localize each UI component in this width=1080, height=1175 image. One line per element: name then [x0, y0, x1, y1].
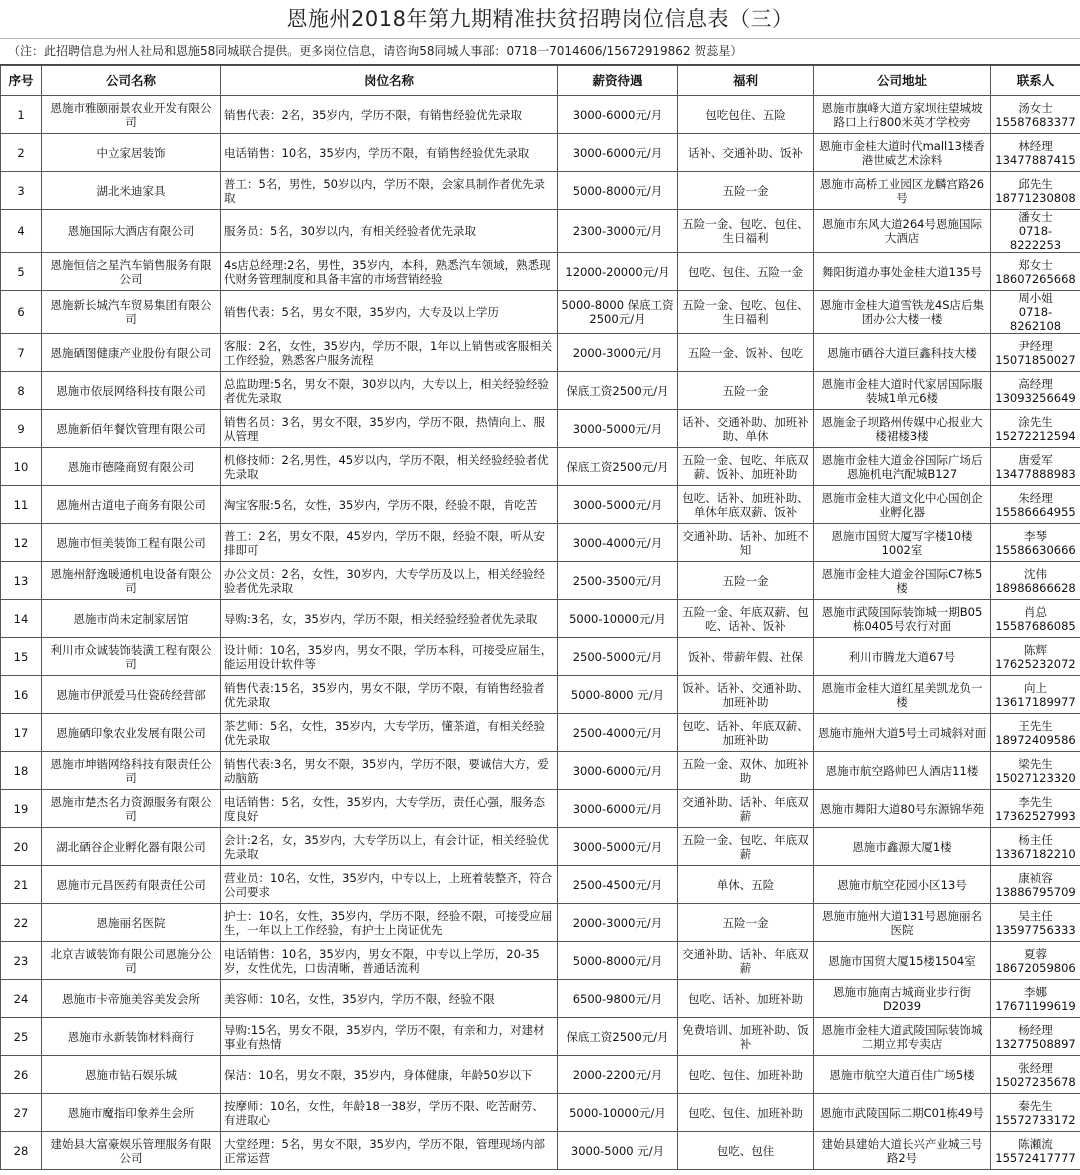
cell-contact — [991, 372, 1080, 410]
contact-phone: 0718-8262108 — [1009, 305, 1062, 333]
cell-company: 恩施市魔指印象养生会所 — [42, 1094, 221, 1132]
cell-position: 大堂经理：5名，男女不限，35岁内，学历不限，管理现场内部正常运营 — [221, 1132, 558, 1170]
cell-company: 湖北硒谷企业孵化器有限公司 — [42, 828, 221, 866]
contact-phone: 15586664955 — [995, 504, 1076, 519]
header-welfare: 福利 — [678, 66, 814, 96]
cell-address: 恩施市施南古城商业步行街D2039 — [814, 980, 991, 1018]
cell-contact — [991, 172, 1080, 210]
cell-position: 销售代表：2名，35岁内，学历不限，有销售经验优先录取 — [221, 96, 558, 134]
table-row — [1, 291, 1080, 334]
cell-no: 5 — [1, 253, 42, 291]
table-row — [1, 210, 1080, 253]
cell-no: 24 — [1, 980, 42, 1018]
cell-welfare: 五险一金、包吃、包住、生日福利 — [678, 291, 814, 334]
header-company: 公司名称 — [42, 66, 221, 96]
contact-phone: 18972409586 — [995, 732, 1076, 747]
cell-no: 13 — [1, 562, 42, 600]
table-row — [1, 1094, 1080, 1132]
contact-phone: 13093256649 — [995, 390, 1076, 405]
cell-position: 会计:2名，女，35岁内，大专学历以上，有会计证，相关经验优先录取 — [221, 828, 558, 866]
cell-address: 舞阳街道办事处金桂大道135号 — [814, 253, 991, 291]
cell-address: 恩施市航空大道百佳广场5楼 — [814, 1056, 991, 1094]
cell-welfare: 五险一金 — [678, 372, 814, 410]
contact-phone: 13277508897 — [995, 1036, 1076, 1051]
header-salary: 薪资待遇 — [558, 66, 678, 96]
cell-position: 机修技师：2名,男性，45岁以内，学历不限，相关经验经验者优先录取 — [221, 448, 558, 486]
header-address: 公司地址 — [814, 66, 991, 96]
contact-name: 向上 — [1024, 680, 1047, 695]
contact-name: 朱经理 — [1018, 490, 1053, 505]
cell-position: 护士：10名，女性，35岁内，学历不限，经验不限，可接受应届生，一年以上工作经验，有护士上岗证优先 — [221, 904, 558, 942]
cell-salary: 3000-5000元/月 — [558, 410, 678, 448]
contact-name: 王先生 — [1018, 718, 1053, 733]
cell-address: 恩施市金桂大道金谷国际C7栋5楼 — [814, 562, 991, 600]
table-row — [1, 714, 1080, 752]
cell-contact — [991, 638, 1080, 676]
contact-phone: 17671199619 — [995, 998, 1076, 1013]
cell-no: 7 — [1, 334, 42, 372]
cell-welfare: 五险一金、年底双薪、包吃、话补、饭补 — [678, 600, 814, 638]
cell-company: 恩施新长城汽车贸易集团有限公司 — [42, 291, 221, 334]
cell-position: 保洁：10名，男女不限，35岁内，身体健康，年龄50岁以下 — [221, 1056, 558, 1094]
cell-no: 14 — [1, 600, 42, 638]
cell-position: 电话销售：10名，35岁内，学历不限，有销售经验优先录取 — [221, 134, 558, 172]
contact-name: 林经理 — [1018, 138, 1053, 153]
cell-no: 25 — [1, 1018, 42, 1056]
cell-no: 10 — [1, 448, 42, 486]
cell-salary: 3000-6000元/月 — [558, 96, 678, 134]
cell-salary: 2500-4000元/月 — [558, 714, 678, 752]
contact-phone: 15272212594 — [995, 428, 1076, 443]
contact-name: 高经理 — [1018, 376, 1053, 391]
cell-address: 建始县建始大道长兴产业城三号路2号 — [814, 1132, 991, 1170]
table-row — [1, 253, 1080, 291]
header-no: 序号 — [1, 66, 42, 96]
table-row — [1, 96, 1080, 134]
cell-no: 21 — [1, 866, 42, 904]
cell-welfare: 包吃、包住 — [678, 1132, 814, 1170]
cell-no: 23 — [1, 942, 42, 980]
cell-contact — [991, 790, 1080, 828]
cell-position: 淘宝客服:5名，女性，35岁内，学历不限，经验不限，肯吃苦 — [221, 486, 558, 524]
cell-salary: 6500-9800元/月 — [558, 980, 678, 1018]
table-row — [1, 334, 1080, 372]
cell-welfare: 交通补助、话补、年底双薪 — [678, 942, 814, 980]
cell-contact — [991, 524, 1080, 562]
cell-contact — [991, 676, 1080, 714]
cell-contact — [991, 410, 1080, 448]
contact-phone: 15572733172 — [995, 1112, 1076, 1127]
cell-salary: 保底工资2500元/月 — [558, 372, 678, 410]
cell-welfare: 五险一金、包吃、包住、生日福利 — [678, 210, 814, 253]
cell-position: 客服：2名，女性，35岁内，学历不限，1年以上销售或客服相关工作经验，熟悉客户服务流程 — [221, 334, 558, 372]
cell-no: 18 — [1, 752, 42, 790]
cell-no: 8 — [1, 372, 42, 410]
page-title: 恩施州2018年第九期精准扶贫招聘岗位信息表（三） — [0, 0, 1080, 39]
contact-name: 唐爱军 — [1018, 452, 1053, 467]
cell-no: 1 — [1, 96, 42, 134]
contact-phone: 15027123320 — [995, 770, 1076, 785]
cell-no: 26 — [1, 1056, 42, 1094]
table-body — [1, 96, 1080, 1170]
cell-salary: 2000-3000元/月 — [558, 334, 678, 372]
cell-position: 按摩师：10名，女性，年龄18一38岁，学历不限、吃苦耐劳、有进取心 — [221, 1094, 558, 1132]
cell-contact — [991, 1056, 1080, 1094]
cell-no: 6 — [1, 291, 42, 334]
cell-welfare: 包吃包住、五险 — [678, 96, 814, 134]
cell-contact — [991, 96, 1080, 134]
cell-position: 普工：5名，男性，50岁以内，学历不限，会家具制作者优先录取 — [221, 172, 558, 210]
cell-position: 服务员：5名，30岁以内，有相关经验者优先录取 — [221, 210, 558, 253]
contact-name: 涂先生 — [1018, 414, 1053, 429]
cell-welfare: 包吃、话补、加班补助、单休年底双薪、饭补 — [678, 486, 814, 524]
cell-contact — [991, 291, 1080, 334]
contact-phone: 13477888983 — [995, 466, 1076, 481]
cell-address: 恩施市硒谷大道巨鑫科技大楼 — [814, 334, 991, 372]
cell-salary: 5000-8000元/月 — [558, 942, 678, 980]
cell-address: 恩施市施州大道5号土司城斜对面 — [814, 714, 991, 752]
cell-company: 恩施硒图健康产业股份有限公司 — [42, 334, 221, 372]
table-row — [1, 1018, 1080, 1056]
contact-phone: 18672059806 — [995, 960, 1076, 975]
cell-welfare: 交通补助、话补、加班不知 — [678, 524, 814, 562]
table-row — [1, 866, 1080, 904]
cell-address: 恩施市航空路帅巴人酒店11楼 — [814, 752, 991, 790]
cell-position: 普工：2名，男女不限，45岁内，学历不限，经验不限，听从安排即可 — [221, 524, 558, 562]
cell-position: 导购:15名，男女不限，35岁内，学历不限，有亲和力，对建材事业有热情 — [221, 1018, 558, 1056]
contact-phone: 15572417777 — [995, 1150, 1076, 1165]
cell-welfare: 五险一金、双休、加班补助 — [678, 752, 814, 790]
cell-contact — [991, 562, 1080, 600]
cell-no: 22 — [1, 904, 42, 942]
cell-address: 恩施市施州大道131号恩施丽名医院 — [814, 904, 991, 942]
table-row — [1, 524, 1080, 562]
cell-salary: 2500-4500元/月 — [558, 866, 678, 904]
cell-welfare: 免费培训、加班补助、饭补 — [678, 1018, 814, 1056]
cell-salary: 2500-5000元/月 — [558, 638, 678, 676]
contact-name: 郑女士 — [1018, 257, 1053, 272]
cell-address: 恩施市金桂大道时代家居国际服装城1单元6楼 — [814, 372, 991, 410]
contact-phone: 18607265668 — [995, 271, 1076, 286]
cell-welfare: 五险一金 — [678, 172, 814, 210]
contact-phone: 15027235678 — [995, 1074, 1076, 1089]
cell-no: 28 — [1, 1132, 42, 1170]
cell-contact — [991, 1132, 1080, 1170]
cell-no: 17 — [1, 714, 42, 752]
cell-position: 电话销售：5名，女性，35岁内，大专学历，责任心强，服务态度良好 — [221, 790, 558, 828]
cell-company: 建始县大富豪娱乐管理服务有限公司 — [42, 1132, 221, 1170]
cell-contact — [991, 1094, 1080, 1132]
table-row — [1, 134, 1080, 172]
cell-company: 恩施市元昌医药有限责任公司 — [42, 866, 221, 904]
cell-company: 恩施市坤锴网络科技有限责任公司 — [42, 752, 221, 790]
contact-name: 邱先生 — [1018, 176, 1053, 191]
cell-no: 3 — [1, 172, 42, 210]
cell-address: 恩施市国贸大厦15楼1504室 — [814, 942, 991, 980]
cell-contact — [991, 600, 1080, 638]
contact-name: 尹经理 — [1018, 338, 1053, 353]
cell-address: 恩施市鑫源大厦1楼 — [814, 828, 991, 866]
table-row — [1, 942, 1080, 980]
cell-position: 电话销售：10名，35岁内，男女不限，中专以上学历，20-35岁，女性优先，口齿清晰，普通话流利 — [221, 942, 558, 980]
cell-company: 恩施国际大酒店有限公司 — [42, 210, 221, 253]
cell-address: 恩施市旗峰大道方家坝往望城坡路口上行800米英才学校旁 — [814, 96, 991, 134]
cell-company: 恩施市尚未定制家居馆 — [42, 600, 221, 638]
contact-name: 沈伟 — [1024, 566, 1047, 581]
cell-address: 恩施市金桂大道时代mall13楼香港世威艺术涂料 — [814, 134, 991, 172]
table-row — [1, 638, 1080, 676]
contact-name: 康祯容 — [1018, 870, 1053, 885]
cell-address: 恩施市高桥工业园区龙麟宫路26号 — [814, 172, 991, 210]
cell-no: 9 — [1, 410, 42, 448]
cell-address: 恩施市舞阳大道80号东源锦华苑 — [814, 790, 991, 828]
cell-welfare: 话补、交通补助、饭补 — [678, 134, 814, 172]
cell-address: 恩施市金桂大道金谷国际广场后恩施机电汽配城B127 — [814, 448, 991, 486]
cell-company: 恩施硒印象农业发展有限公司 — [42, 714, 221, 752]
cell-company: 恩施市伊派爱马仕瓷砖经营部 — [42, 676, 221, 714]
cell-contact — [991, 210, 1080, 253]
cell-salary: 保底工资2500元/月 — [558, 1018, 678, 1056]
cell-no: 4 — [1, 210, 42, 253]
cell-salary: 5000-8000 保底工资2500元/月 — [558, 291, 678, 334]
cell-contact — [991, 942, 1080, 980]
cell-salary: 3000-5000元/月 — [558, 486, 678, 524]
table-row — [1, 980, 1080, 1018]
cell-position: 销售名员：3名，男女不限，35岁内，学历不限，热情向上、服从管理 — [221, 410, 558, 448]
cell-welfare: 五险一金、包吃、年底双薪、饭补、加班补助 — [678, 448, 814, 486]
cell-address: 恩施市金桂大道雪铁龙4S店后集团办公大楼一楼 — [814, 291, 991, 334]
cell-salary: 5000-8000元/月 — [558, 172, 678, 210]
cell-welfare: 包吃、包住、五险一金 — [678, 253, 814, 291]
cell-welfare: 饭补、话补、交通补助、加班补助 — [678, 676, 814, 714]
cell-welfare: 包吃、包住、加班补助 — [678, 1094, 814, 1132]
cell-company: 恩施市钻石娱乐城 — [42, 1056, 221, 1094]
table-row — [1, 1056, 1080, 1094]
cell-address: 利川市腾龙大道67号 — [814, 638, 991, 676]
contact-name: 汤女士 — [1018, 100, 1053, 115]
cell-welfare: 五险一金 — [678, 904, 814, 942]
contact-phone: 13477887415 — [995, 152, 1076, 167]
cell-address: 恩施市武陵国际二期C01栋49号 — [814, 1094, 991, 1132]
cell-company: 恩施丽名医院 — [42, 904, 221, 942]
contact-phone: 15587683377 — [995, 114, 1076, 129]
table-row — [1, 486, 1080, 524]
cell-address: 恩施金子坝路州传媒中心报业大楼裙楼3楼 — [814, 410, 991, 448]
cell-welfare: 包吃、话补、年底双薪、加班补助 — [678, 714, 814, 752]
cell-company: 恩施市雅颐丽景农业开发有限公司 — [42, 96, 221, 134]
cell-salary: 5000-8000 元/月 — [558, 676, 678, 714]
table-row — [1, 676, 1080, 714]
contact-phone: 18986866628 — [995, 580, 1076, 595]
table-row — [1, 752, 1080, 790]
cell-address: 恩施市国贸大厦写字楼10楼1002室 — [814, 524, 991, 562]
contact-name: 周小姐 — [1018, 291, 1053, 305]
cell-salary: 3000-6000元/月 — [558, 134, 678, 172]
cell-no: 11 — [1, 486, 42, 524]
cell-position: 销售代表：5名，男女不限，35岁内，大专及以上学历 — [221, 291, 558, 334]
cell-company: 恩施市恒美装饰工程有限公司 — [42, 524, 221, 562]
cell-position: 导购:3名，女，35岁内，学历不限，相关经验经验者优先录取 — [221, 600, 558, 638]
table-row — [1, 600, 1080, 638]
cell-address: 恩施市金桂大道武陵国际装饰城二期立邦专卖店 — [814, 1018, 991, 1056]
cell-salary: 3000-6000元/月 — [558, 790, 678, 828]
cell-no: 2 — [1, 134, 42, 172]
contact-name: 潘女士 — [1018, 210, 1053, 224]
cell-company: 恩施州古道电子商务有限公司 — [42, 486, 221, 524]
cell-no: 12 — [1, 524, 42, 562]
cell-welfare: 话补、交通补助、加班补助、单休 — [678, 410, 814, 448]
contact-phone: 15586630666 — [995, 542, 1076, 557]
cell-company: 中立家居装饰 — [42, 134, 221, 172]
cell-address: 恩施市航空花园小区13号 — [814, 866, 991, 904]
cell-address: 恩施市武陵国际装饰城一期B05栋0405号农行对面 — [814, 600, 991, 638]
contact-name: 李娜 — [1024, 984, 1047, 999]
cell-address: 恩施市金桂大道红星美凯龙负一楼 — [814, 676, 991, 714]
contact-name: 陈瀬流 — [1018, 1136, 1053, 1151]
table-row — [1, 562, 1080, 600]
cell-salary: 3000-5000元/月 — [558, 828, 678, 866]
contact-name: 张经理 — [1018, 1060, 1053, 1075]
cell-company: 恩施市依辰网络科技有限公司 — [42, 372, 221, 410]
contact-phone: 18771230808 — [995, 190, 1076, 205]
cell-salary: 12000-20000元/月 — [558, 253, 678, 291]
cell-salary: 2300-3000元/月 — [558, 210, 678, 253]
cell-position: 总监助理:5名，男女不限，30岁以内，大专以上，相关经验经验者优先录取 — [221, 372, 558, 410]
cell-company: 北京吉诚装饰有限公司恩施分公司 — [42, 942, 221, 980]
cell-contact — [991, 866, 1080, 904]
table-row — [1, 1132, 1080, 1170]
cell-no: 16 — [1, 676, 42, 714]
cell-welfare: 包吃、话补、加班补助 — [678, 980, 814, 1018]
cell-company: 恩施市卡帝施美容美发会所 — [42, 980, 221, 1018]
table-row — [1, 410, 1080, 448]
contact-phone: 13617189977 — [995, 694, 1076, 709]
cell-contact — [991, 334, 1080, 372]
header-contact: 联系人 — [991, 66, 1080, 96]
cell-no: 27 — [1, 1094, 42, 1132]
cell-welfare: 交通补助、话补、年底双薪 — [678, 790, 814, 828]
cell-address: 恩施市金桂大道文化中心国创企业孵化器 — [814, 486, 991, 524]
cell-salary: 5000-10000元/月 — [558, 1094, 678, 1132]
cell-contact — [991, 828, 1080, 866]
cell-company: 利川市众诚装饰装潢工程有限公司 — [42, 638, 221, 676]
cell-salary: 3000-4000元/月 — [558, 524, 678, 562]
contact-phone: 17362527993 — [995, 808, 1076, 823]
contact-phone: 13886795709 — [995, 884, 1076, 899]
contact-phone: 17625232072 — [995, 656, 1076, 671]
table-row — [1, 172, 1080, 210]
cell-salary: 3000-6000元/月 — [558, 752, 678, 790]
cell-salary: 2000-3000元/月 — [558, 904, 678, 942]
cell-contact — [991, 1018, 1080, 1056]
contact-phone: 0718-8222253 — [1009, 224, 1062, 252]
cell-position: 销售代表:15名，35岁内，男女不限，学历不限，有销售经验者优先录取 — [221, 676, 558, 714]
cell-welfare: 饭补、带薪年假、社保 — [678, 638, 814, 676]
cell-contact — [991, 486, 1080, 524]
cell-contact — [991, 980, 1080, 1018]
cell-position: 销售代表:3名，男女不限，35岁内，学历不限，要诚信大方，爱动脑筋 — [221, 752, 558, 790]
cell-salary: 3000-5000 元/月 — [558, 1132, 678, 1170]
contact-name: 杨经理 — [1018, 1022, 1053, 1037]
cell-company: 恩施市永新装饰材料商行 — [42, 1018, 221, 1056]
contact-name: 陈辉 — [1024, 642, 1047, 657]
table-header-row — [1, 66, 1080, 96]
cell-salary: 2000-2200元/月 — [558, 1056, 678, 1094]
cell-contact — [991, 253, 1080, 291]
header-position: 岗位名称 — [221, 66, 558, 96]
cell-welfare: 五险一金、包吃、年底双薪 — [678, 828, 814, 866]
cell-position: 设计师：10名，35岁内，男女不限，学历本科，可接受应届生，能运用设计软件等 — [221, 638, 558, 676]
cell-welfare: 五险一金 — [678, 562, 814, 600]
contact-name: 吴主任 — [1018, 908, 1053, 923]
cell-company: 湖北米迪家具 — [42, 172, 221, 210]
cell-salary: 5000-10000元/月 — [558, 600, 678, 638]
job-table — [0, 65, 1080, 1170]
cell-position: 茶艺师：5名，女性，35岁内，大专学历，懂茶道，有相关经验优先录取 — [221, 714, 558, 752]
contact-name: 肖总 — [1024, 604, 1047, 619]
cell-contact — [991, 134, 1080, 172]
cell-company: 恩施市德隆商贸有限公司 — [42, 448, 221, 486]
cell-address: 恩施市东风大道264号恩施国际大酒店 — [814, 210, 991, 253]
cell-no: 19 — [1, 790, 42, 828]
cell-position: 办公文员：2名，女性，30岁内，大专学历及以上，相关经验经验者优先录取 — [221, 562, 558, 600]
cell-company: 恩施州舒逸暖通机电设备有限公司 — [42, 562, 221, 600]
contact-name: 李先生 — [1018, 794, 1053, 809]
cell-position: 营业员：10名，女性，35岁内，中专以上，上班着装整齐，符合公司要求 — [221, 866, 558, 904]
cell-company: 恩施恒信之星汽车销售服务有限公司 — [42, 253, 221, 291]
cell-salary: 2500-3500元/月 — [558, 562, 678, 600]
contact-name: 杨主任 — [1018, 832, 1053, 847]
cell-welfare: 包吃、包住、加班补助 — [678, 1056, 814, 1094]
cell-contact — [991, 904, 1080, 942]
cell-salary: 保底工资2500元/月 — [558, 448, 678, 486]
source-note: （注：此招聘信息为州人社局和恩施58同城联合提供。更多岗位信息，请咨询58同城人事部：0718一7014606/15672919862 贺蕊星） — [0, 39, 1080, 65]
contact-phone: 13367182210 — [995, 846, 1076, 861]
cell-company: 恩施市楚杰名力资源服务有限公司 — [42, 790, 221, 828]
table-row — [1, 372, 1080, 410]
table-row — [1, 448, 1080, 486]
cell-contact — [991, 714, 1080, 752]
table-row — [1, 904, 1080, 942]
contact-name: 李琴 — [1024, 528, 1047, 543]
cell-no: 20 — [1, 828, 42, 866]
cell-position: 美容师：10名，女性，35岁内，学历不限，经验不限 — [221, 980, 558, 1018]
cell-contact — [991, 752, 1080, 790]
cell-company: 恩施新佰年餐饮管理有限公司 — [42, 410, 221, 448]
cell-welfare: 单休、五险 — [678, 866, 814, 904]
contact-name: 梁先生 — [1018, 756, 1053, 771]
cell-welfare: 五险一金、饭补、包吃 — [678, 334, 814, 372]
contact-name: 夏蓉 — [1024, 946, 1047, 961]
contact-phone: 15587686085 — [995, 618, 1076, 633]
cell-position: 4s店总经理:2名，男性，35岁内，本科，熟悉汽车领域，熟悉现代财务管理制度和具备丰富的市场营销经验 — [221, 253, 558, 291]
table-row — [1, 790, 1080, 828]
cell-no: 15 — [1, 638, 42, 676]
contact-phone: 13597756333 — [995, 922, 1076, 937]
contact-name: 秦先生 — [1018, 1098, 1053, 1113]
cell-contact — [991, 448, 1080, 486]
contact-phone: 15071850027 — [995, 352, 1076, 367]
table-row — [1, 828, 1080, 866]
